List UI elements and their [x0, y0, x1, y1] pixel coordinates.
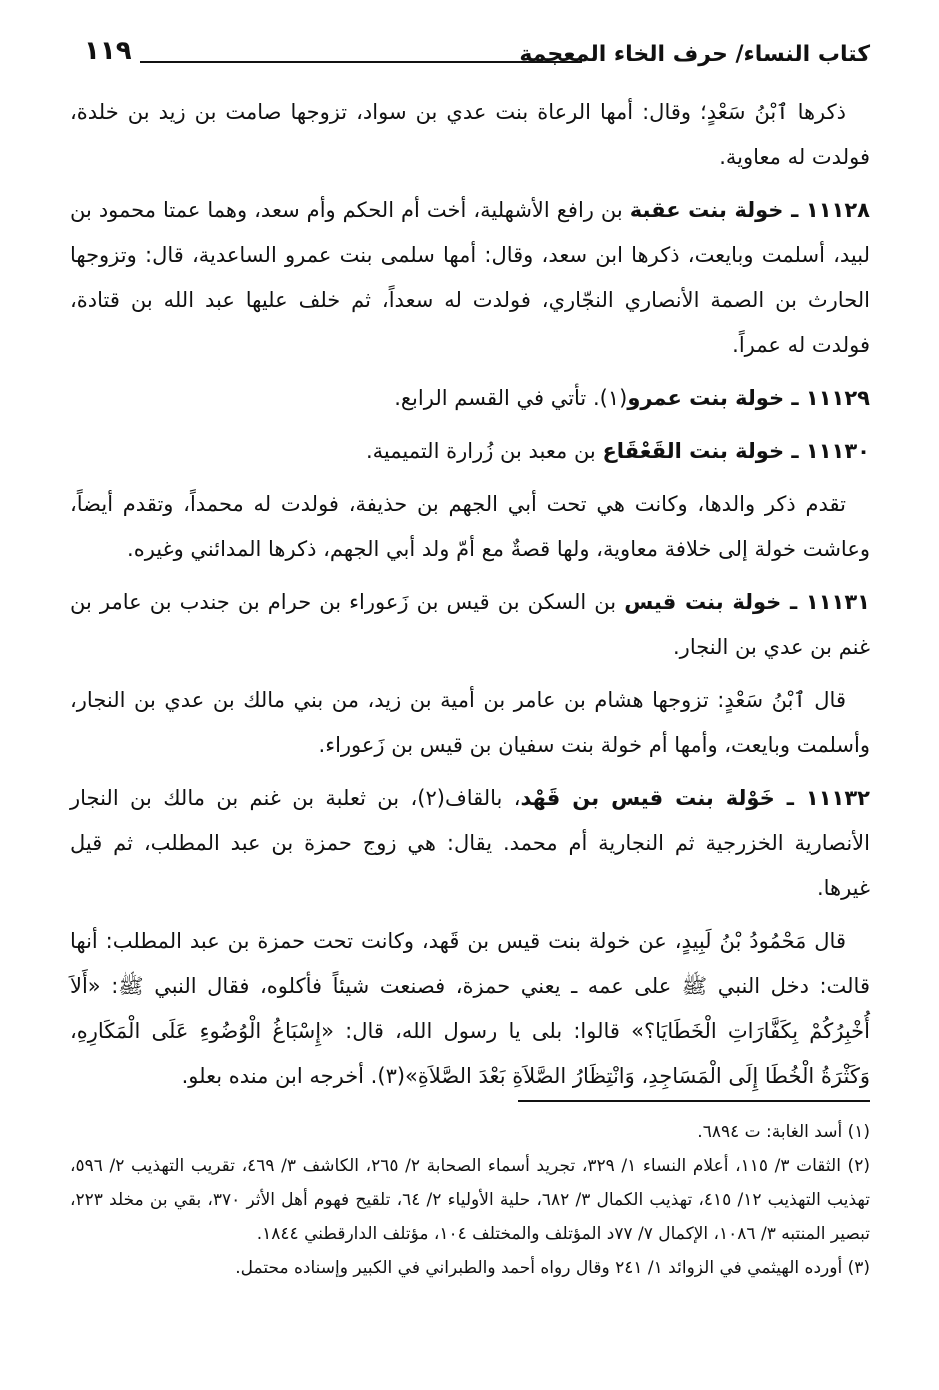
- entry-text: ، بالقاف(٢)، بن ثعلبة بن غنم بن مالك بن النجار الأنصارية الخزرجية ثم النجارية أم محمد. يقال: هي زوج حمزة بن عبد المطلب، ثم قيل غيرها.: [70, 786, 870, 900]
- footnote-rule: [518, 1100, 870, 1102]
- main-text: [70, 90, 870, 1107]
- entry-text: بن السكن بن قيس بن زَعوراء بن حرام بن جندب بن عامر بن غنم بن عدي بن النجار.: [70, 590, 870, 659]
- paragraph: تقدم ذكر والدها، وكانت هي تحت أبي الجهم بن حذيفة، فولدت له محمداً، وتقدم أيضاً، وعاشت خولة إلى خلافة معاوية، ولها قصةٌ مع أمّ ولد أبي الجهم، ذكرها المدائني وغيره.: [70, 492, 870, 561]
- entry-number: ١١١٣٢: [805, 786, 870, 810]
- entry-name: خَوْلة بنت قيس بن قَهْد: [520, 786, 775, 810]
- footnotes: [70, 1115, 870, 1285]
- paragraph: قال ٱبْنُ سَعْدٍ: تزوجها هشام بن عامر بن أمية بن زيد، من بني مالك بن عدي بن النجار، وأسلمت وبايعت، وأمها أم خولة بنت سفيان بن قيس بن زَعوراء.: [70, 688, 870, 757]
- entry-dash: ـ: [774, 786, 806, 810]
- paragraph: قال مَحْمُودُ بْنُ لَبِيدٍ، عن خولة بنت قيس بن قَهد، وكانت تحت حمزة بن عبد المطلب: أنها قالت: دخل النبي ﷺ على عمه ـ يعني حمزة، فصنعت شيئاً فأكلوه، فقال النبي ﷺ: «أَلاَ أُخْبِرُكُمْ بِكَفَّارَاتِ الْخَطَايَا؟» قالوا: بلى يا رسول الله، قال: «إِسْبَاغُ الْوُضُوءِ عَلَى الْمَكَارِهِ، وَكَثْرَةُ الْخُطَا إِلَى الْمَسَاجِدِ، وَانْتِظَارُ الصَّلاَةِ بَعْدَ الصَّلاَةِ»(٣). أخرجه ابن منده بعلو.: [70, 929, 870, 1088]
- entry-number: ١١١٢٨: [805, 198, 870, 222]
- entry-text: (١). تأتي في القسم الرابع.: [394, 386, 628, 410]
- entry-text: بن معبد بن زُرارة التميمية.: [365, 439, 603, 463]
- paragraph: ذكرها ٱبْنُ سَعْدٍ؛ وقال: أمها الرعاة بنت عدي بن سواد، تزوجها صامت بن زيد بن خلدة، فولدت له معاوية.: [70, 100, 870, 169]
- biography-entry: [70, 188, 870, 368]
- entry-text: بن رافع الأشهلية، أخت أم الحكم وأم سعد، وهما عمتا محمود بن لبيد، أسلمت وبايعت، ذكرها ابن سعد، وقال: أمها سلمى بنت عمرو الساعدية، قال: وتزوجها الحارث بن الصمة الأنصاري النجّاري، فولدت له سعداً، ثم خلف عليها عبد الله بن قتادة، فولدت له عمراً.: [70, 198, 870, 357]
- book-page: [70, 0, 870, 1390]
- entry-name: خولة بنت القَعْقَاع: [602, 439, 785, 463]
- page-number: ١١٩: [84, 36, 132, 66]
- biography-entry: [70, 429, 870, 474]
- entry-dash: ـ: [783, 198, 806, 222]
- footnote: (٢) الثقات ٣/ ١١٥، أعلام النساء ١/ ٣٢٩، تجريد أسماء الصحابة ٢/ ٢٦٥، الكاشف ٣/ ٤٦٩، تقريب التهذيب ٢/ ٥٩٦، تهذيب التهذيب ١٢/ ٤١٥، تهذيب الكمال ٣/ ٦٨٢، حلية الأولياء ٢/ ٦٤، تلقيح فهوم أهل الأثر ٣٧٠، بقي بن مخلد ٢٢٣، تبصير المنتبه ٣/ ١٠٨٦، الإكمال ٧/ ٧٧د المؤتلف والمختلف ١٠٤، مؤتلف الدارقطني ١٨٤٤.: [70, 1156, 870, 1244]
- page-header: [70, 36, 870, 76]
- biography-entry: [70, 776, 870, 911]
- entry-number: ١١١٢٩: [805, 386, 870, 410]
- entry-dash: ـ: [784, 386, 806, 410]
- entry-name: خولة بنت عمرو: [627, 386, 785, 410]
- biography-entry: [70, 580, 870, 670]
- footnote: (٣) أورده الهيثمي في الزوائد ١/ ٢٤١ وقال رواه أحمد والطبراني في الكبير وإسناده محتمل.: [235, 1258, 870, 1278]
- header-rule: [140, 61, 582, 63]
- entry-dash: ـ: [784, 439, 806, 463]
- biography-entry: [70, 376, 870, 421]
- entry-number: ١١١٣٠: [805, 439, 870, 463]
- entry-name: خولة بنت عقبة: [629, 198, 784, 222]
- entry-number: ١١١٣١: [805, 590, 870, 614]
- entry-name: خولة بنت قيس: [624, 590, 782, 614]
- footnote: (١) أسد الغابة: ت ٦٨٩٤.: [697, 1122, 870, 1142]
- running-title: كتاب النساء/ حرف الخاء المعجمة: [519, 42, 870, 67]
- entry-dash: ـ: [781, 590, 806, 614]
